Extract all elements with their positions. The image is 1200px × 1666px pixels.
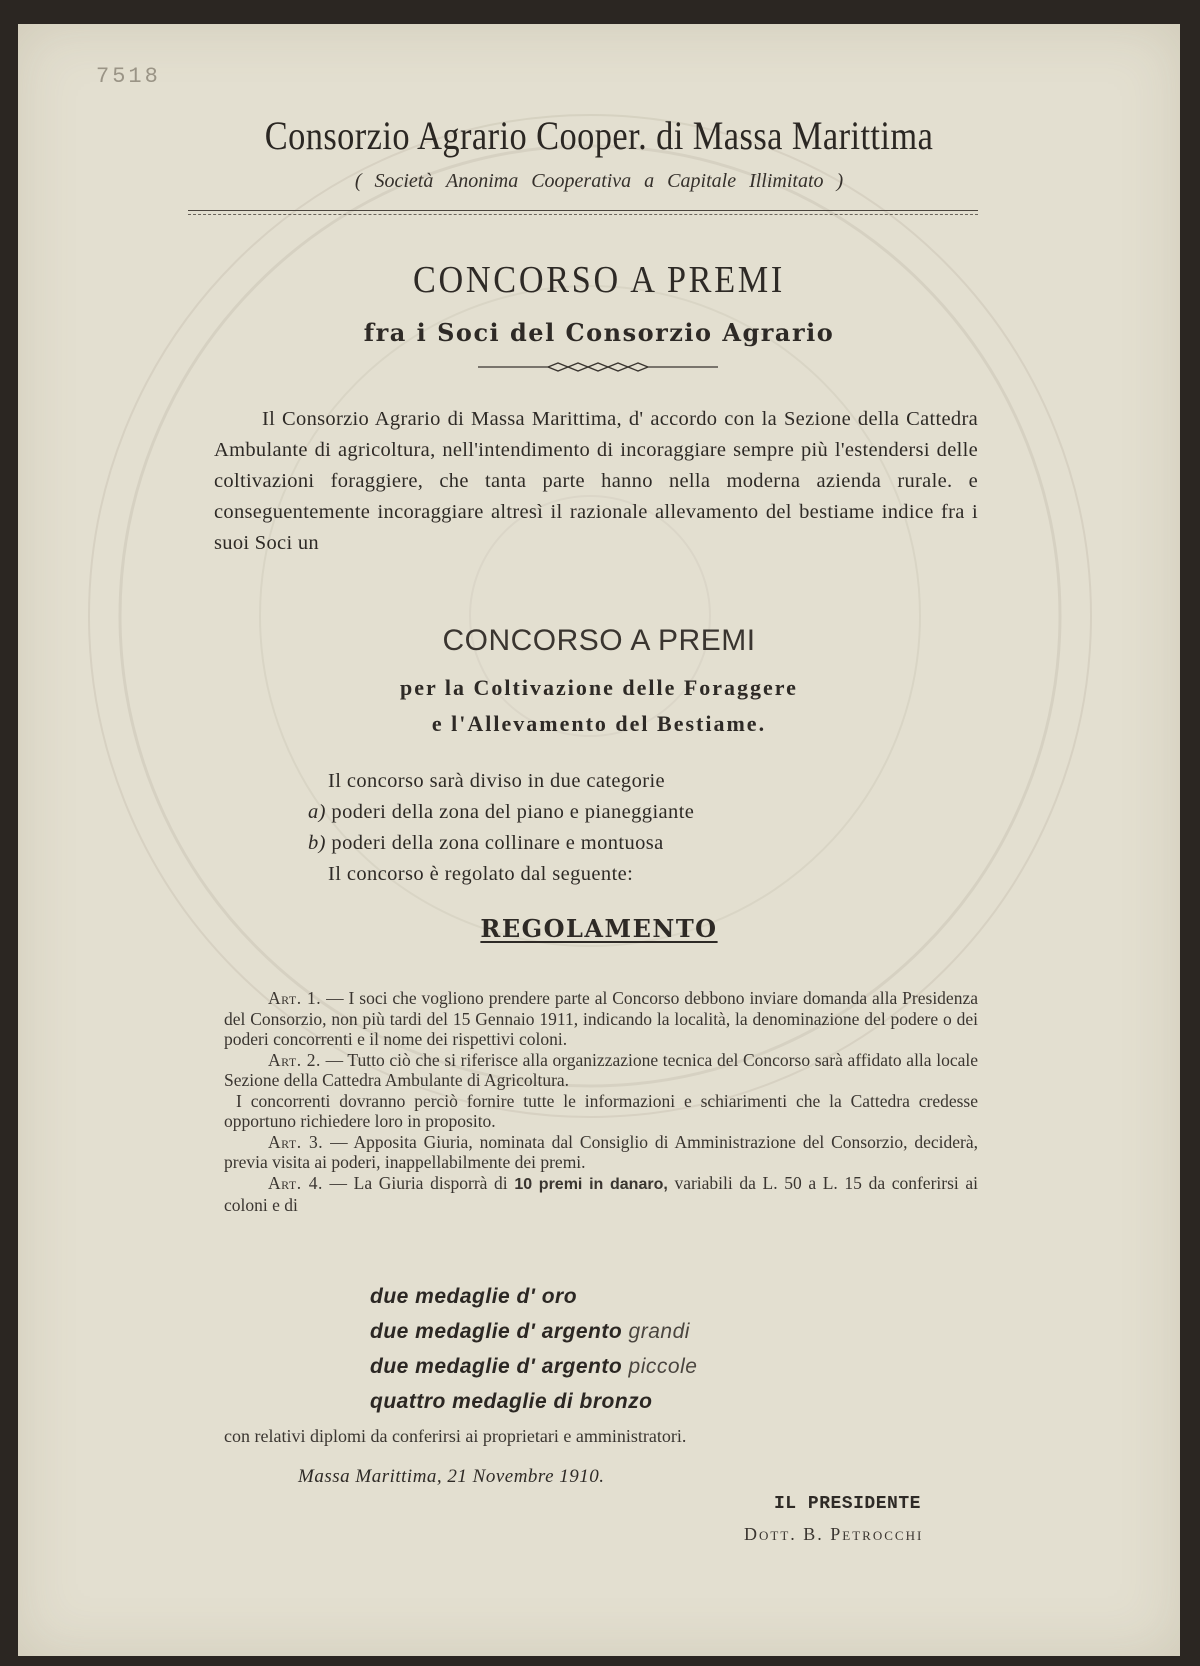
article-label: Art. 3. (268, 1131, 324, 1152)
article-2-continued (224, 1091, 978, 1132)
article-2 (224, 1050, 978, 1091)
category-label: b) (308, 832, 326, 854)
contest-subtitle (18, 670, 1180, 742)
contest-title: CONCORSO A PREMI (442, 624, 756, 657)
medal-main: due medaglie d' argento (370, 1355, 623, 1378)
organization-title: Consorzio Agrario Cooper. di Massa Marittima (264, 113, 934, 158)
medal-main: due medaglie d' argento (370, 1320, 623, 1343)
article-text: variabili da L. 50 a L. 15 da conferirsi ai coloni e di (224, 1172, 979, 1215)
medal-item (370, 1279, 697, 1314)
medal-tail: piccole (628, 1355, 698, 1378)
header-rule-dashed (188, 214, 978, 215)
category-text: poderi della zona collinare e montuosa (331, 832, 664, 854)
article-text: — Tutto ciò che si riferisce alla organizzazione tecnica del Concorso sarà affidato alla locale Sezione della Cattedra Ambulante di Agricoltura. (224, 1049, 978, 1090)
organization-subtitle: ( Società Anonima Cooperativa a Capitale Illimitato ) (354, 170, 844, 192)
document-page (18, 24, 1180, 1656)
place-date: Massa Marittima, 21 Novembre 1910. (298, 1466, 605, 1487)
medals-list (370, 1279, 697, 1419)
article-highlight: 10 premi in danaro, (514, 1175, 668, 1193)
article-text: — Apposita Giuria, nominata dal Consiglio di Amministrazione del Consorzio, deciderà, previa visita ai poderi, inappellabilmente dei premi. (224, 1131, 978, 1172)
article-text: — La Giuria disporrà di (329, 1172, 508, 1193)
contest-subtitle-line-2: e l'Allevamento del Bestiame. (431, 711, 767, 736)
medal-tail: grandi (628, 1320, 690, 1343)
article-label: Art. 2. (268, 1049, 321, 1070)
regulation-title: REGOLAMENTO (480, 914, 718, 943)
medal-main: quattro medaglie di bronzo (370, 1390, 653, 1413)
medal-item (370, 1384, 697, 1419)
medal-item (370, 1314, 697, 1349)
categories-block (308, 766, 694, 890)
header-rule (188, 210, 978, 211)
category-text: poderi della zona del piano e pianeggiante (331, 801, 695, 823)
categories-outro: Il concorso è regolato dal seguente: (328, 863, 634, 885)
category-label: a) (308, 801, 326, 823)
article-1 (224, 988, 978, 1050)
closing-line: con relativi diplomi da conferirsi ai proprietari e amministratori. (224, 1426, 687, 1446)
contest-subtitle-line-1: per la Coltivazione delle Foraggere (400, 675, 798, 700)
category-item (308, 828, 694, 859)
announcement-subtitle: fra i Soci del Consorzio Agrario (363, 318, 835, 347)
article-label: Art. 1. (268, 988, 322, 1008)
categories-intro: Il concorso sarà diviso in due categorie (328, 770, 666, 792)
signature-title: IL PRESIDENTE (774, 1494, 921, 1514)
announcement-title: CONCORSO A PREMI (412, 259, 785, 301)
article-3 (224, 1132, 978, 1173)
signature-name: Dott. B. Petrocchi (744, 1524, 924, 1544)
article-label: Art. 4. (268, 1172, 323, 1193)
intro-paragraph: Il Consorzio Agrario di Massa Marittima, d' accordo con la Sezione della Cattedra Ambulante di agricoltura, nell'intendimento di incoraggiare sempre più l'estendersi delle coltivazioni foraggiere, che tanta parte hanno nella moderna azienda rurale. e conseguentemente incoraggiare altresì il razionale allevamento del bestiame indice fra i suoi Soci un (214, 408, 978, 554)
ornament-divider (478, 360, 718, 374)
medal-item (370, 1349, 697, 1384)
category-item (308, 797, 694, 828)
archive-number: 7518 (96, 64, 161, 89)
article-text: I concorrenti dovranno perciò fornire tutte le informazioni e schiarimenti che la Cattedra credesse opportuno richiedere loro in proposito. (224, 1090, 978, 1131)
article-4 (224, 1173, 978, 1216)
medal-main: due medaglie d' oro (370, 1285, 578, 1308)
regulation-articles (224, 988, 978, 1216)
article-text: — I soci che vogliono prendere parte al Concorso debbono inviare domanda alla Presidenza del Consorzio, non più tardi del 15 Gennaio 1911, indicando la località, la denominazione del podere o dei poderi concorrenti e il nome dei rispettivi coloni. (224, 988, 978, 1049)
